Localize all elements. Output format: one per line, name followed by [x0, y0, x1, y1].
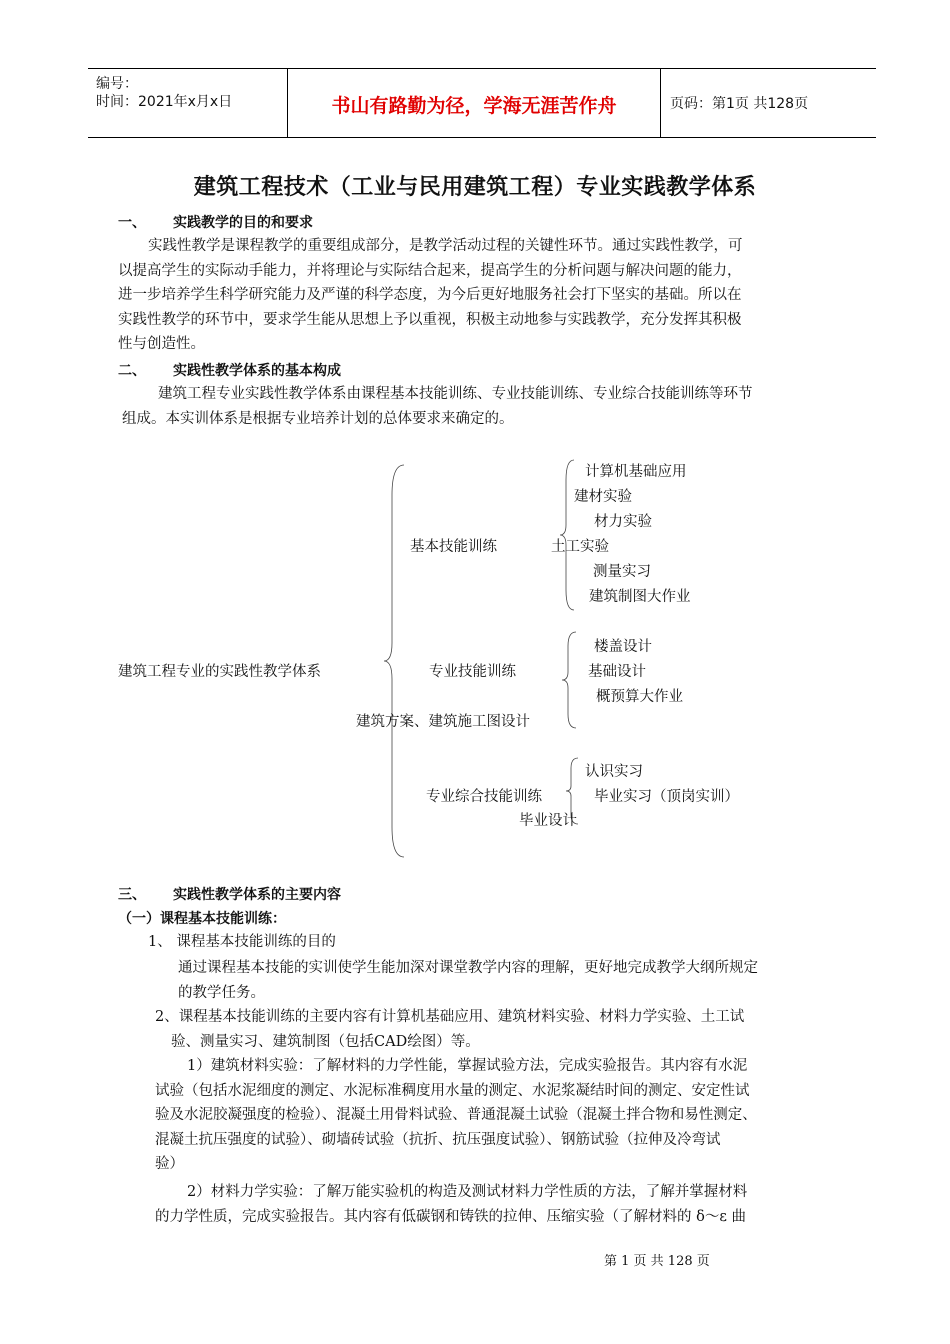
group-item: 计算机基础应用 [585, 464, 687, 480]
root-brace [384, 465, 408, 857]
section-number: 三、 [118, 887, 146, 903]
page-footer: 第 1 页 共 128 页 [604, 1254, 710, 1269]
paragraph-line: 性与创造性。 [118, 336, 205, 352]
group-item: 毕业设计 [519, 813, 577, 829]
group-item: 毕业实习（顶岗实训） [594, 789, 739, 805]
section-number: 二、 [118, 363, 146, 379]
group-item: 楼盖设计 [594, 639, 652, 655]
section-heading: 实践性教学体系的主要内容 [173, 887, 341, 903]
paragraph-line: 建筑工程专业实践性教学体系由课程基本技能训练、专业技能训练、专业综合技能训练等环节 [158, 386, 753, 402]
group-item: 建筑制图大作业 [589, 589, 691, 605]
header-divider [660, 69, 661, 137]
paragraph-line: 验、测量实习、建筑制图（包括CAD绘图）等。 [171, 1033, 480, 1050]
paragraph-line: 的力学性质，完成实验报告。其内容有低碳钢和铸铁的拉伸、压缩实验（了解材料的 δ～ε 曲 [155, 1208, 746, 1225]
group-item: 认识实习 [585, 764, 643, 780]
group-item: 概预算大作业 [596, 689, 683, 705]
subsection-heading: （一）课程基本技能训练： [118, 911, 286, 927]
paragraph-line: 实践性教学的环节中，要求学生能从思想上予以重视，积极主动地参与实践教学，充分发挥其积极 [118, 311, 742, 328]
paragraph-line: 试验（包括水泥细度的测定、水泥标准稠度用水量的测定、水泥浆凝结时间的测定、安定性试 [155, 1082, 750, 1099]
group-item: 建筑方案、建筑施工图设计 [356, 714, 530, 730]
paragraph-line: 以提高学生的实际动手能力，并将理论与实际结合起来，提高学生的分析问题与解决问题的能力， [118, 262, 742, 279]
header-table [88, 68, 876, 138]
section-heading: 实践性教学体系的基本构成 [173, 363, 341, 379]
page-label: 页码：第1页 共128页 [670, 96, 809, 112]
motto: 书山有路勤为径，学海无涯苦作舟 [331, 95, 617, 117]
paragraph-line: 验） [155, 1156, 184, 1172]
paragraph-line: 组成。本实训体系是根据专业培养计划的总体要求来确定的。 [122, 410, 514, 427]
paragraph-line: 通过课程基本技能的实训使学生能加深对课堂教学内容的理解，更好地完成教学大纲所规定 [178, 960, 758, 976]
section-heading: 实践教学的目的和要求 [173, 215, 313, 231]
paragraph-line: 混凝土抗压强度的试验）、砌墙砖试验（抗折、抗压强度试验）、钢筋试验（拉伸及冷弯试 [155, 1131, 721, 1148]
group-item: 基础设计 [588, 664, 646, 680]
time-label: 时间：2021年x月x日 [96, 94, 233, 110]
group-item: 材力实验 [594, 514, 652, 530]
paragraph-line: 2）材料力学实验：了解万能实验机的构造及测试材料力学性质的方法，了解并掌握材料 [187, 1184, 748, 1200]
document-title: 建筑工程技术（工业与民用建筑工程）专业实践教学体系 [193, 175, 757, 200]
number-label: 编号： [96, 76, 138, 92]
paragraph-line: 验及水泥胶凝强度的检验）、混凝土用骨料试验、普通混凝土试验（混凝土拌合物和易性测定、 [155, 1107, 757, 1123]
list-item-title: 1、 课程基本技能训练的目的 [148, 934, 336, 950]
diagram-root: 建筑工程专业的实践性教学体系 [118, 664, 321, 680]
paragraph-line: 的教学任务。 [178, 984, 265, 1001]
paragraph-line: 2、课程基本技能训练的主要内容有计算机基础应用、建筑材料实验、材料力学实验、土工试 [155, 1009, 745, 1025]
group-item: 土工实验 [551, 539, 609, 555]
paragraph-line: 实践性教学是课程教学的重要组成部分，是教学活动过程的关键性环节。通过实践性教学，可 [148, 238, 743, 254]
group-label: 基本技能训练 [410, 539, 497, 555]
group2-brace [562, 632, 578, 728]
paragraph-line: 进一步培养学生科学研究能力及严谨的科学态度，为今后更好地服务社会打下坚实的基础。所以在 [118, 287, 742, 303]
group-label: 专业综合技能训练 [426, 789, 542, 805]
group-item: 测量实习 [593, 564, 651, 580]
paragraph-line: 1）建筑材料实验：了解材料的力学性能，掌握试验方法，完成实验报告。其内容有水泥 [187, 1058, 748, 1074]
group-item: 建材实验 [574, 489, 632, 505]
group-label: 专业技能训练 [429, 664, 516, 680]
section-number: 一、 [118, 215, 146, 231]
